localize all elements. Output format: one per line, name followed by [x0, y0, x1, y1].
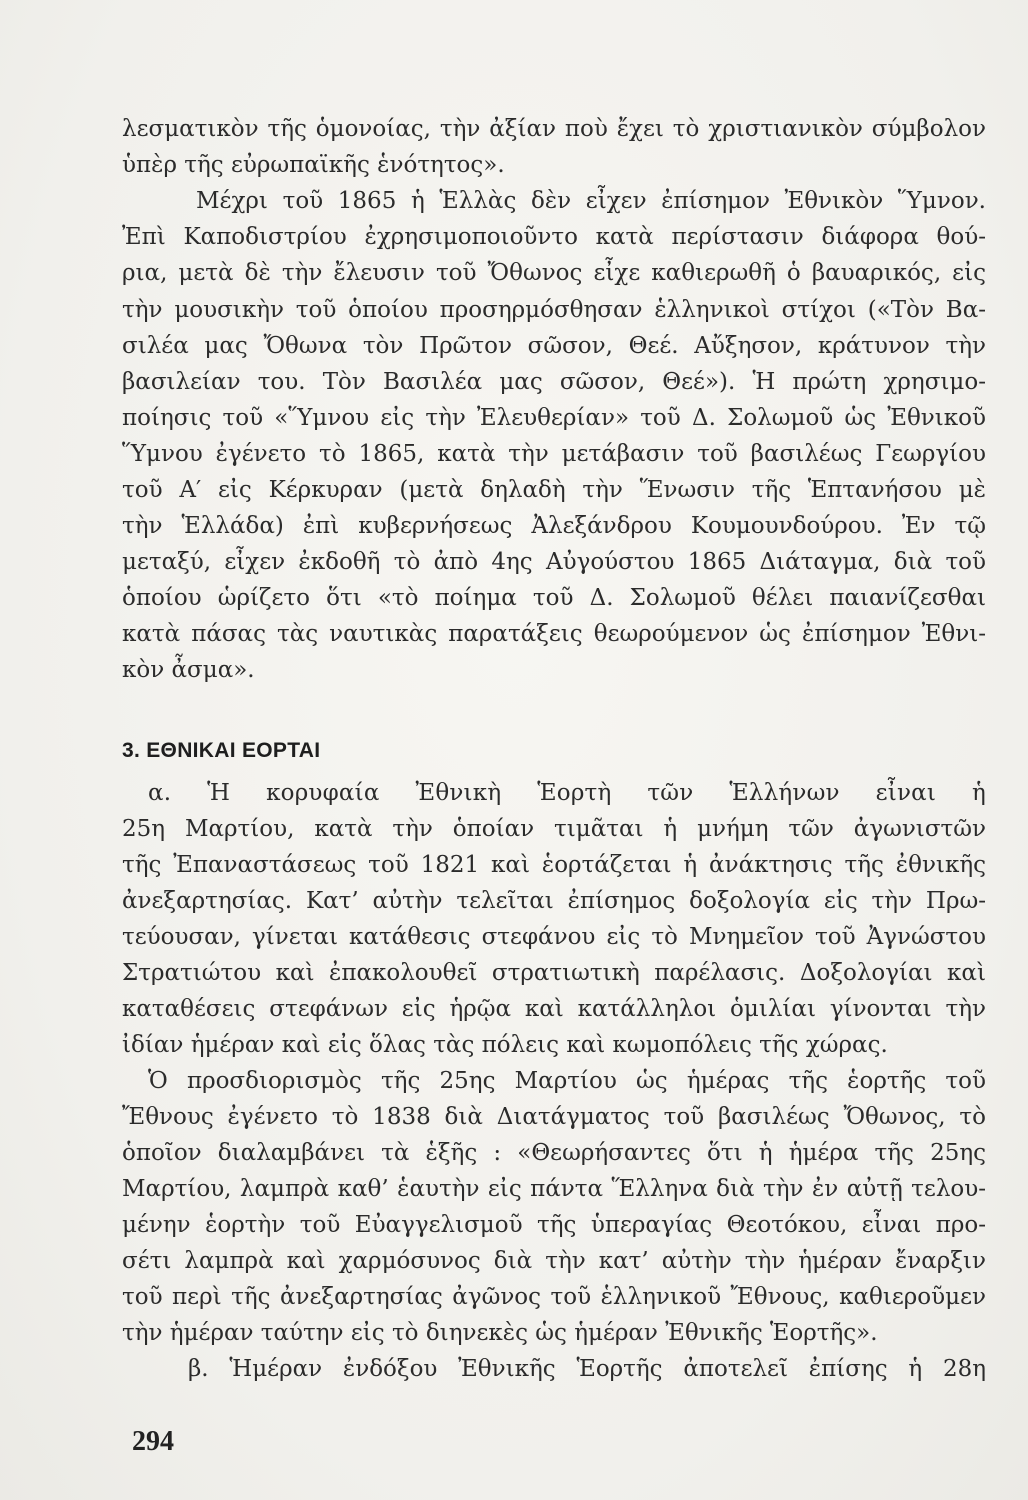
page-number: 294: [132, 1426, 174, 1457]
text-line-31: τοῦ περὶ τῆς ἀνεξαρτησίας ἀγῶνος τοῦ ἑλληνικοῦ Ἔθνους, καθιεροῦμεν: [122, 1284, 986, 1310]
text-line-21: τεύουσαν, γίνεται κατάθεσις στεφάνου εἰς τὸ Μνημεῖον τοῦ Ἀγνώστου: [122, 924, 986, 950]
text-line-33: β. Ἡμέραν ἐνδόξου Ἐθνικῆς Ἑορτῆς ἀποτελεῖ ἐπίσης ἡ 28η: [188, 1356, 986, 1382]
text-line-2: ὑπὲρ τῆς εὐρωπαϊκῆς ἑνότητος».: [122, 152, 505, 178]
text-line-6: τὴν μουσικὴν τοῦ ὁποίου προσηρμόσθησαν ἑλληνικοὶ στίχοι («Τὸν Βα-: [122, 297, 986, 323]
text-line-17: α. Ἡ κορυφαία Ἐθνικὴ Ἑορτὴ τῶν Ἑλλήνων εἶναι ἡ: [148, 780, 986, 806]
text-line-18: 25η Μαρτίου, κατὰ τὴν ὁποίαν τιμᾶται ἡ μνήμη τῶν ἀγωνιστῶν: [122, 816, 986, 842]
text-line-23: καταθέσεις στεφάνων εἰς ἡρῷα καὶ κατάλληλοι ὁμιλίαι γίνονται τὴν: [122, 996, 986, 1022]
text-line-13: μεταξύ, εἶχεν ἐκδοθῆ τὸ ἀπὸ 4ης Αὐγούστου 1865 Διάταγμα, διὰ τοῦ: [122, 549, 986, 575]
text-line-19: τῆς Ἐπαναστάσεως τοῦ 1821 καὶ ἑορτάζεται ἡ ἀνάκτησις τῆς ἐθνικῆς: [122, 852, 986, 878]
text-line-26: Ἔθνους ἐγένετο τὸ 1838 διὰ Διατάγματος τοῦ βασιλέως Ὄθωνος, τὸ: [122, 1104, 986, 1130]
text-line-32: τὴν ἡμέραν ταύτην εἰς τὸ διηνεκὲς ὡς ἡμέραν Ἐθνικῆς Ἑορτῆς».: [122, 1320, 878, 1346]
text-line-16: κὸν ἆσμα».: [122, 657, 255, 683]
text-line-9: ποίησις τοῦ «Ὕμνου εἰς τὴν Ἐλευθερίαν» τοῦ Δ. Σολωμοῦ ὡς Ἐθνικοῦ: [122, 405, 986, 431]
text-line-10: Ὕμνου ἐγένετο τὸ 1865, κατὰ τὴν μετάβασιν τοῦ βασιλέως Γεωργίου: [122, 441, 986, 467]
text-line-20: ἀνεξαρτησίας. Κατ’ αὐτὴν τελεῖται ἐπίσημος δοξολογία εἰς τὴν Πρω-: [122, 888, 986, 914]
text-line-27: ὁποῖον διαλαμβάνει τὰ ἑξῆς : «Θεωρήσαντες ὅτι ἡ ἡμέρα τῆς 25ης: [122, 1140, 986, 1166]
text-line-30: σέτι λαμπρὰ καὶ χαρμόσυνος διὰ τὴν κατ’ αὐτὴν τὴν ἡμέραν ἔναρξιν: [122, 1248, 986, 1274]
text-line-3: Μέχρι τοῦ 1865 ἡ Ἑλλὰς δὲν εἶχεν ἐπίσημον Ἐθνικὸν Ὕμνον.: [196, 188, 986, 214]
text-line-7: σιλέα μας Ὄθωνα τὸν Πρῶτον σῶσον, Θεέ. Αὔξησον, κράτυνον τὴν: [122, 333, 986, 359]
text-line-1: λεσματικὸν τῆς ὁμονοίας, τὴν ἀξίαν ποὺ ἔχει τὸ χριστιανικὸν σύμβολον: [122, 116, 986, 142]
text-line-14: ὁποίου ὡρίζετο ὅτι «τὸ ποίημα τοῦ Δ. Σολωμοῦ θέλει παιανίζεσθαι: [122, 585, 986, 611]
text-line-15: κατὰ πάσας τὰς ναυτικὰς παρατάξεις θεωρούμενον ὡς ἐπίσημον Ἐθνι-: [122, 621, 986, 647]
text-line-4: Ἐπὶ Καποδιστρίου ἐχρησιμοποιοῦντο κατὰ περίστασιν διάφορα θού-: [122, 224, 986, 250]
text-line-5: ρια, μετὰ δὲ τὴν ἔλευσιν τοῦ Ὄθωνος εἶχε καθιερωθῆ ὁ βαυαρικός, εἰς: [122, 260, 986, 286]
text-line-22: Στρατιώτου καὶ ἐπακολουθεῖ στρατιωτικὴ παρέλασις. Δοξολογίαι καὶ: [122, 960, 986, 986]
text-line-8: βασιλείαν του. Τὸν Βασιλέα μας σῶσον, Θεέ»). Ἡ πρώτη χρησιμο-: [122, 369, 986, 395]
text-line-24: ἰδίαν ἡμέραν καὶ εἰς ὅλας τὰς πόλεις καὶ κωμοπόλεις τῆς χώρας.: [122, 1032, 888, 1058]
text-line-29: μένην ἑορτὴν τοῦ Εὐαγγελισμοῦ τῆς ὑπεραγίας Θεοτόκου, εἶναι προ-: [122, 1212, 986, 1238]
text-line-25: Ὁ προσδιορισμὸς τῆς 25ης Μαρτίου ὡς ἡμέρας τῆς ἑορτῆς τοῦ: [148, 1068, 986, 1094]
text-line-11: τοῦ Α′ εἰς Κέρκυραν (μετὰ δηλαδὴ τὴν Ἕνωσιν τῆς Ἑπτανήσου μὲ: [122, 477, 986, 503]
text-line-28: Μαρτίου, λαμπρὰ καθ’ ἑαυτὴν εἰς πάντα Ἕλληνα διὰ τὴν ἐν αὐτῇ τελου-: [122, 1176, 986, 1202]
text-line-12: τὴν Ἑλλάδα) ἐπὶ κυβερνήσεως Ἀλεξάνδρου Κουμουνδούρου. Ἐν τῷ: [122, 513, 986, 539]
section-heading: 3. ΕΘΝΙΚΑΙ ΕΟΡΤΑΙ: [122, 739, 321, 762]
